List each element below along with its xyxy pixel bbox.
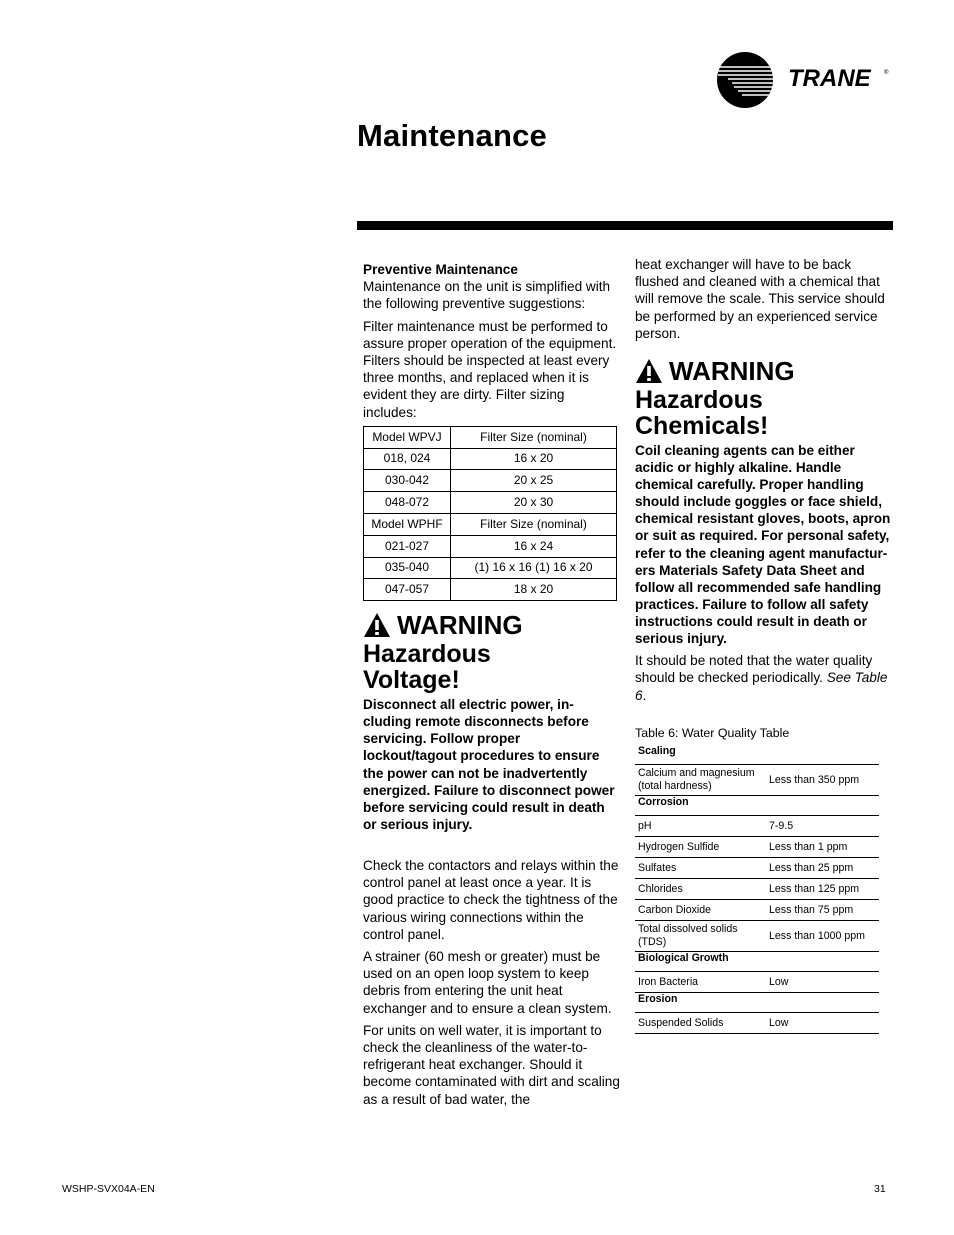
filter-model-cell: 047-057 xyxy=(364,579,451,601)
right-column xyxy=(635,256,891,1034)
water-quality-category-row xyxy=(635,745,879,765)
hazardous-chemicals-title: Hazardous Chemicals! xyxy=(635,386,769,440)
water-quality-row xyxy=(635,836,879,857)
water-quality-row xyxy=(635,857,879,878)
warning-triangle-icon xyxy=(635,357,663,385)
filter-table-row xyxy=(364,470,617,492)
water-quality-category-row xyxy=(635,951,879,971)
category-label: Scaling xyxy=(635,745,879,765)
filter-table-row xyxy=(364,448,617,470)
filter-model-cell: 035-040 xyxy=(364,557,451,579)
water-quality-table xyxy=(635,745,879,1034)
voltage-warning-header xyxy=(363,610,621,640)
chemical-warning-header xyxy=(635,356,891,386)
well-water-paragraph: For units on well water, it is important to check the cleanliness of the water-to-refrigerant heat exchanger. Should it become contaminated with dirt and scaling as a result of bad water, the xyxy=(363,1022,620,1107)
water-quality-row xyxy=(635,971,879,992)
filter-model-cell: 030-042 xyxy=(364,470,451,492)
filter-size-cell: 16 x 20 xyxy=(451,448,617,470)
filter-table-row xyxy=(364,492,617,514)
parameter-value: Less than 350 ppm xyxy=(766,764,879,795)
parameter-label: Total dissolved solids (TDS) xyxy=(635,920,766,951)
filter-size-cell: 18 x 20 xyxy=(451,579,617,601)
water-quality-row xyxy=(635,764,879,795)
category-label: Erosion xyxy=(635,992,879,1012)
parameter-value: Low xyxy=(766,1012,879,1033)
parameter-label: Calcium and magnesium (total hardness) xyxy=(635,764,766,795)
filter-paragraph: Filter maintenance must be performed to assure proper operation of the equipment. Filters should be inspected at least every three months, and replaced when it is evident they are dirty. Filter sizing includes: xyxy=(363,318,617,420)
warning-label: WARNING xyxy=(397,610,523,641)
parameter-label: Iron Bacteria xyxy=(635,971,766,992)
parameter-label: Carbon Dioxide xyxy=(635,899,766,920)
filter-model-cell: 048-072 xyxy=(364,492,451,514)
warning-label: WARNING xyxy=(669,356,795,387)
hazardous-voltage-title: Hazardous Voltage! xyxy=(363,640,491,694)
water-quality-row xyxy=(635,920,879,951)
water-quality-category-row xyxy=(635,795,879,815)
logo-text: TRANE xyxy=(788,65,871,92)
filter-size-table xyxy=(363,426,617,601)
trane-logo xyxy=(716,52,896,110)
parameter-value: Less than 125 ppm xyxy=(766,878,879,899)
parameter-label: Suspended Solids xyxy=(635,1012,766,1033)
parameter-value: Less than 1000 ppm xyxy=(766,920,879,951)
category-label: Biological Growth xyxy=(635,951,879,971)
parameter-value: Less than 75 ppm xyxy=(766,899,879,920)
strainer-paragraph: A strainer (60 mesh or greater) must be used on an open loop system to keep debris from entering the unit heat exchanger and to ensure a clean system. xyxy=(363,948,612,1016)
pm-intro-paragraph: Maintenance on the unit is simplified with the following preventive suggestions: xyxy=(363,279,611,312)
filter-size-cell: (1) 16 x 16 (1) 16 x 20 xyxy=(451,557,617,579)
filter-size-cell: 16 x 24 xyxy=(451,535,617,557)
parameter-value: Less than 1 ppm xyxy=(766,836,879,857)
water-quality-caption: Table 6: Water Quality Table xyxy=(635,725,790,740)
parameter-label: Sulfates xyxy=(635,857,766,878)
voltage-warning-body: Disconnect all electric power, including remote disconnects before servicing. Follow proper lockout/tagout procedures to ensure the power can not be inadvertently energized. Failure to disconnect power before servicing could result in death or serious injury. xyxy=(363,697,615,832)
parameter-label: Hydrogen Sulfide xyxy=(635,836,766,857)
footer-doc-id: WSHP-SVX04A-EN xyxy=(62,1183,155,1195)
category-label: Corrosion xyxy=(635,795,879,815)
parameter-value: 7-9.5 xyxy=(766,815,879,836)
water-quality-row xyxy=(635,815,879,836)
filter-table-row xyxy=(364,426,617,448)
chemical-warning-body: Coil cleaning agents can be either acidic or highly alkaline. Handle chemical carefully. Proper handling should include goggles or face shield, chemical resistant gloves, boots, apron or suit as required. For personal safety, refer to the cleaning agent manufacturers Materials Safety Data Sheet and follow all recommended safe handling practices. Failure to follow all safety instructions could result in death or serious injury. xyxy=(635,443,891,647)
filter-size-cell: 20 x 25 xyxy=(451,470,617,492)
parameter-value: Low xyxy=(766,971,879,992)
filter-table-row xyxy=(364,557,617,579)
filter-model-cell: 021-027 xyxy=(364,535,451,557)
warning-triangle-icon xyxy=(363,611,391,639)
svg-text:®: ® xyxy=(884,70,889,76)
page-title: Maintenance xyxy=(357,118,547,153)
left-column xyxy=(363,261,621,1113)
contactors-paragraph: Check the contactors and relays within the control panel at least once a year. It is good practice to check the tightness of the various wiring connections within the control panel. xyxy=(363,857,619,942)
filter-size-cell: 20 x 30 xyxy=(451,492,617,514)
filter-table-row xyxy=(364,514,617,536)
parameter-label: pH xyxy=(635,815,766,836)
parameter-value: Less than 25 ppm xyxy=(766,857,879,878)
filter-model-cell: Model WPVJ xyxy=(364,426,451,448)
filter-size-cell: Filter Size (nominal) xyxy=(451,514,617,536)
water-quality-row xyxy=(635,1012,879,1033)
header-rule xyxy=(357,221,893,230)
water-quality-row xyxy=(635,899,879,920)
water-quality-category-row xyxy=(635,992,879,1012)
footer-page-number: 31 xyxy=(874,1183,886,1195)
preventive-maintenance-heading: Preventive Maintenance xyxy=(363,262,518,277)
table-reference: See Table 6 xyxy=(635,670,888,703)
filter-table-row xyxy=(364,535,617,557)
filter-size-cell: Filter Size (nominal) xyxy=(451,426,617,448)
water-quality-paragraph: It should be noted that the water quality should be checked periodically. See Table 6. xyxy=(635,653,888,703)
filter-table-row xyxy=(364,579,617,601)
parameter-label: Chlorides xyxy=(635,878,766,899)
water-quality-row xyxy=(635,878,879,899)
filter-model-cell: Model WPHF xyxy=(364,514,451,536)
filter-model-cell: 018, 024 xyxy=(364,448,451,470)
heat-exchanger-paragraph: heat exchanger will have to be back flushed and cleaned with a chemical that will remove the scale. This service should be performed by an experienced service person. xyxy=(635,257,885,341)
